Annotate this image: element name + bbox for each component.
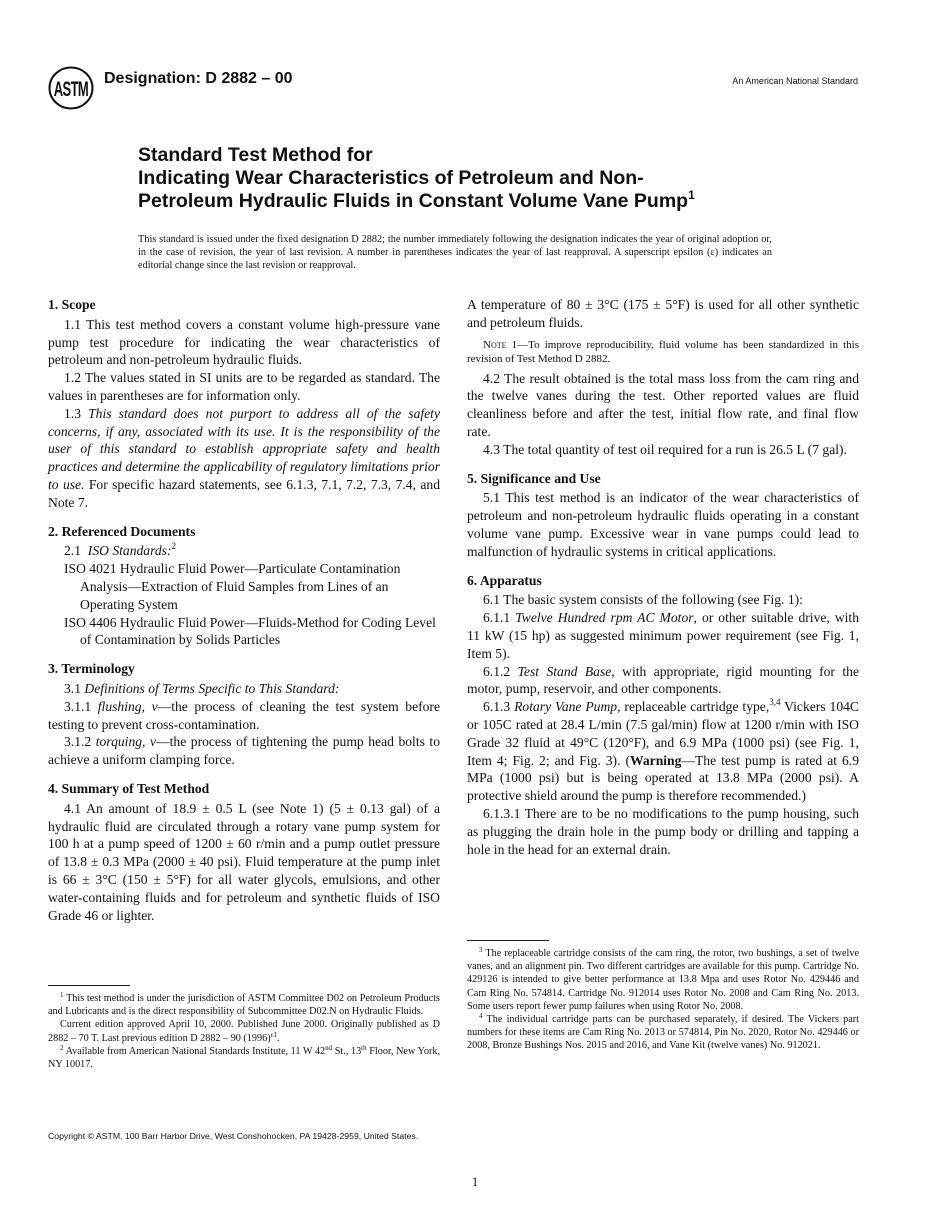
footnotes-left (48, 985, 440, 1071)
preamble: This standard is issued under the fixed designation D 2882; the number immediately following the designation indicates the year of original adoption or, in the case of revision, the year of last revision. A number in parentheses indicates the year of last reapproval. A superscript epsilon (ε) indicates an editorial change since the last revision or reapproval. (138, 234, 772, 272)
section-heading: 5. Significance and Use (467, 470, 601, 486)
title-line-1: Standard Test Method for (138, 144, 373, 166)
paragraph: 4.1 An amount of 18.9 ± 0.5 L (see Note 1) (5 ± 0.13 gal) of a hydraulic fluid are circulated through a rotary vane pump system for 100 h at a pump speed of 1200 ± 60 r/min and a pump outlet pressure of 13.8 ± 0.3 MPa (2000 ± 40 psi). Fluid temperature at the pump inlet is 66 ± 3°C (150 ± 5°F) for all water glycols, emulsions, and other water-containing fluids and for petroleum and synthetic fluids of ISO Grade 46 or lighter. (48, 800, 440, 923)
designation: Designation: D 2882 – 00 (104, 70, 293, 87)
paragraph: 4.2 The result obtained is the total mass loss from the cam ring and the twelve vanes during the test. Other reported values are fluid cleanliness before and after the test, initial flow rate, and final flow rate. (467, 370, 859, 439)
reference-item: ISO 4021 Hydraulic Fluid Power—Particulate Contamination Analysis—Extraction of Fluid Samples from Lines of an Operating System (64, 561, 401, 612)
reference-item: ISO 4406 Hydraulic Fluid Power—Fluids-Method for Coding Level of Contamination by Solids Particles (64, 614, 436, 648)
note: Note 1—To improve reproducibility, fluid volume has been standardized in this revision of Test Method D 2882. (467, 338, 859, 365)
page-number: 1 (471, 1174, 479, 1189)
paragraph: 3.1 Definitions of Terms Specific to This Standard: (64, 680, 340, 696)
paragraph: 1.2 The values stated in SI units are to be regarded as standard. The values in parentheses are for information only. (48, 370, 440, 403)
paragraph: 6.1.3.1 There are to be no modifications to the pump housing, such as plugging the drain hole in the pump body or drilling and tapping a hole in the head for an external drain. (467, 805, 859, 857)
paragraph: 2.1 ISO Standards:$^2$ (64, 541, 176, 559)
national-standard-label: An American National Standard (732, 76, 858, 86)
logo-text: ASTM (53, 76, 89, 101)
paragraph: 1.1 This test method covers a constant volume high-pressure vane pump test procedure for indicating the wear characteristics of petroleum and non-petroleum hydraulic fluids. (48, 316, 440, 368)
footnote: $^2$ Available from American National Standards Institute, 11 W 42nd St., 13th Floor, New York, NY 10017. (48, 1043, 441, 1071)
section-heading: 6. Apparatus (467, 572, 542, 588)
copyright: Copyright © ASTM, 100 Barr Harbor Drive, West Conshohocken, PA 19428-2959, United States. (48, 1131, 419, 1141)
paragraph: 4.3 The total quantity of test oil required for a run is 26.5 L (7 gal). (483, 441, 847, 457)
footnote: Current edition approved April 10, 2000. Published June 2000. Originally published as D 2882 – 70 T. Last previous edition D 2882 – 90 $(1996)^{\varepsilon 1}$. (48, 1019, 440, 1044)
paragraph: 6.1.1 Twelve Hundred rpm AC Motor, or other suitable drive, with 11 kW (15 hp) as suggested minimum power requirement (see Fig. 1, Item 5). (467, 610, 859, 661)
paragraph: 6.1.2 Test Stand Base, with appropriate, rigid mounting for the motor, pump, reservoir, and other components. (467, 663, 859, 697)
right-column (467, 296, 859, 858)
section-heading: 1. Scope (48, 297, 96, 312)
paragraph: 3.1.1 flushing, v—the process of cleaning the test system before testing to prevent cross-contamination. (48, 698, 440, 732)
paragraph: 3.1.2 torquing, v—the process of tightening the pump head bolts to achieve a uniform clamping force. (48, 734, 440, 768)
footnotes-right (467, 940, 859, 1053)
paragraph: 6.1.3 Rotary Vane Pump, replaceable cartridge type,$^{3,4}$ Vickers 104C or 105C rated at 28.4 L/min (7.5 gal/min) flow at 1200 r/min with ISO Grade 32 fluid at 49°C (120°F), and 6.9 MPa (1000 psi) (see Fig. 1, Item 4; Fig. 2; and Fig. 3). (Warning—The test pump is rated at 6.9 MPa (1000 psi) but is being operated at 13.8 MPa (2000 psi). A protective shield around the pump is therefore recommended.) (467, 697, 860, 804)
astm-logo (48, 66, 94, 110)
document-title (138, 144, 838, 213)
paragraph: 5.1 This test method is an indicator of the wear characteristics of petroleum and non-petroleum hydraulic fluids operating in a constant volume vane pump. Excessive wear in vane pumps could lead to malfunction of hydraulic systems in critical applications. (467, 490, 859, 559)
title-footnote-ref: 1 (688, 188, 695, 202)
title-line-3: Petroleum Hydraulic Fluids in Constant Volume Vane Pump$^1$ (138, 188, 695, 212)
paragraph: 6.1 The basic system consists of the following (see Fig. 1): (483, 592, 803, 608)
paragraph: A temperature of 80 ± 3°C (175 ± 5°F) is used for all other synthetic and petroleum fluids. (467, 297, 859, 330)
footnote: $^3$ The replaceable cartridge consists of the cam ring, the rotor, two bushings, a set of twelve vanes, and an alignment pin. Two different cartridges are available for this pump. Cartridge No. 429126 is intended to give better performance at 13.8 Mpa and uses Rotor No. 429446 and Cam Ring No. 574814. Cartridge No. 912014 uses Rotor No. 2008 and Cam Ring No. 2013. Some users report fewer pump failures when using Rotor No. 2008. (467, 946, 860, 1012)
section-heading: 3. Terminology (48, 661, 135, 677)
title-line-2: Indicating Wear Characteristics of Petroleum and Non- (138, 167, 644, 189)
section-heading: 2. Referenced Documents (48, 523, 196, 539)
footnote-rule (467, 940, 549, 941)
footnote: $^4$ The individual cartridge parts can be purchased separately, if desired. The Vickers part numbers for these items are Cam Ring No. 2013 or 574814, Pin No. 2020, Rotor No. 429446 or 2008, Bronze Bushings Nos. 2015 and 2016, and Vane Kit (twelve vanes) No. 912021. (467, 1012, 859, 1052)
left-column (48, 296, 440, 924)
footnote: $^1$ This test method is under the jurisdiction of ASTM Committee D02 on Petroleum Products and Lubricants and is the direct responsibility of Subcommittee D02.N on Hydraulic Fluids. (48, 991, 441, 1018)
paragraph: 1.3 This standard does not purport to address all of the safety concerns, if any, associated with its use. It is the responsibility of the user of this standard to establish appropriate safety and health practices and determine the applicability of regulatory limitations prior to use. For specific hazard statements, see 6.1.3, 7.1, 7.2, 7.3, 7.4, and Note 7. (48, 405, 440, 510)
section-heading: 4. Summary of Test Method (48, 780, 210, 796)
footnote-rule (48, 985, 130, 986)
